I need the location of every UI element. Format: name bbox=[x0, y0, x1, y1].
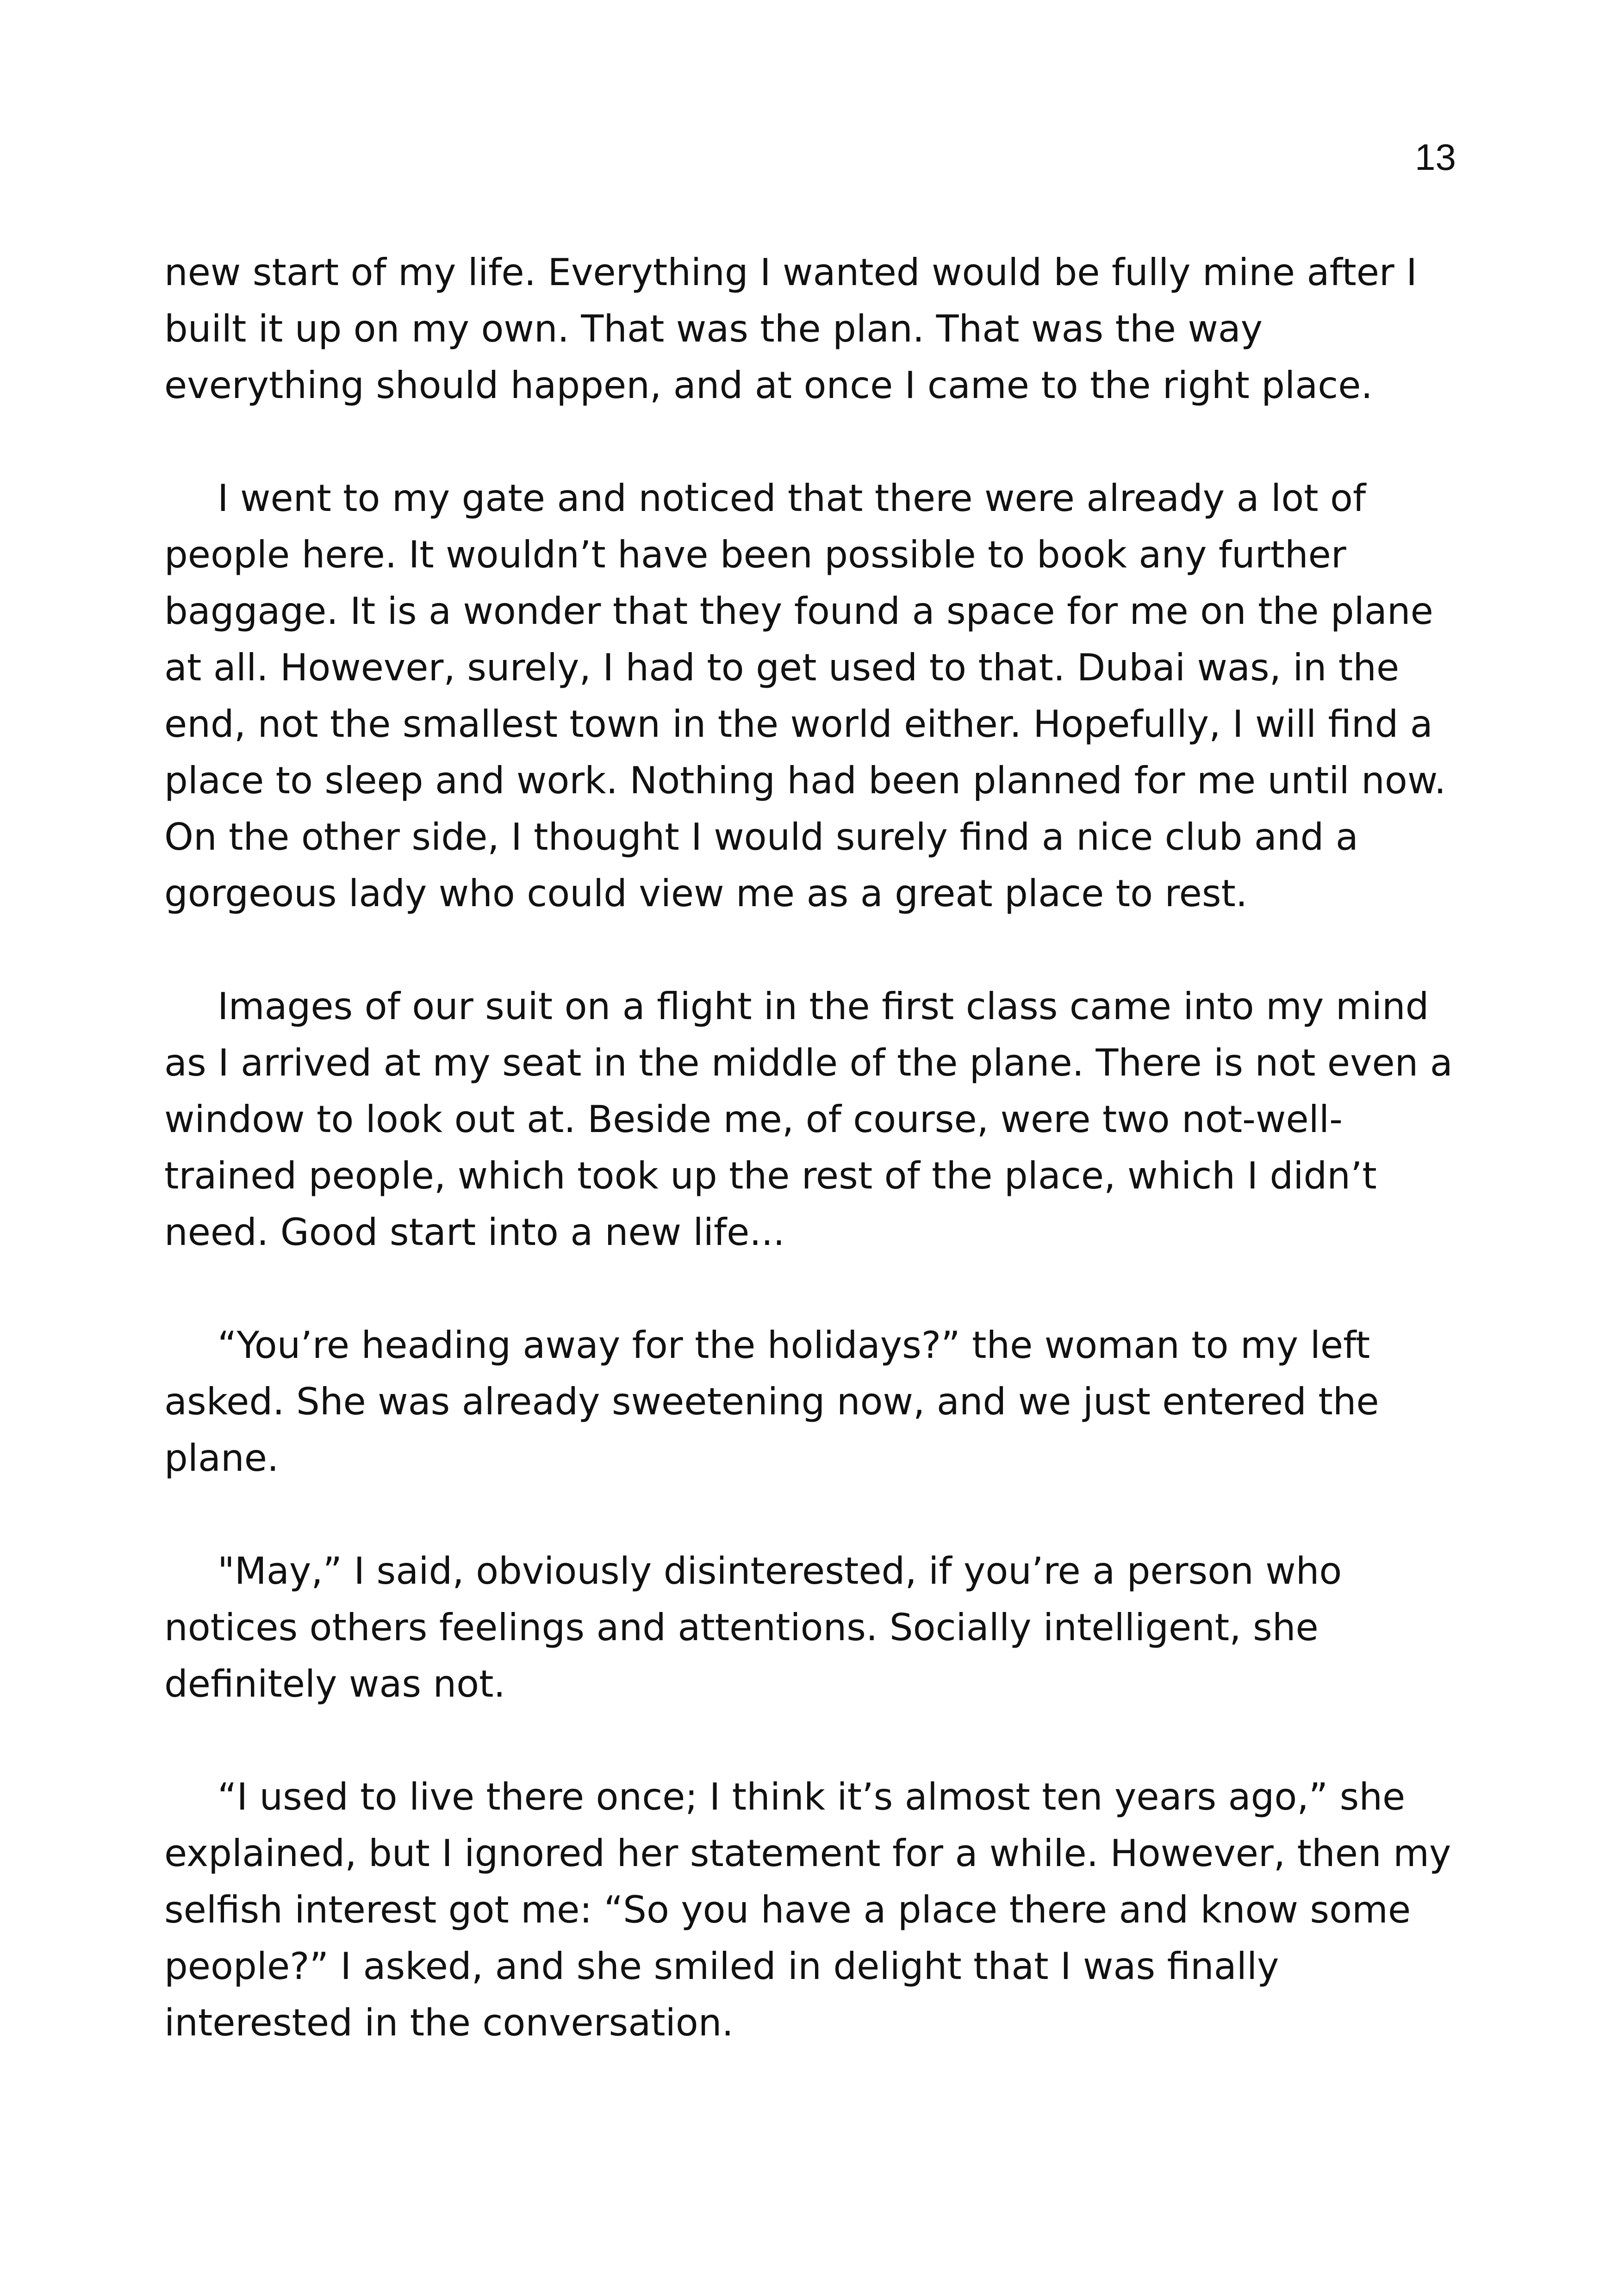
paragraph: new start of my life. Everything I wanted would be fully mine after I built it up on my own. That was the plan. That was the way everything should happen, and at once I came to the right place. bbox=[164, 251, 1417, 407]
paragraph: Images of our suit on a flight in the first class came into my mind as I arrived at my seat in the middle of the plane. There is not even a window to look out at. Beside me, of course, were two not-well-trained people, which took up the rest of the place, which I didn’t need. Good start into a new life... bbox=[164, 985, 1453, 1254]
paragraph: “You’re heading away for the holidays?” the woman to my left asked. She was already sweetening now, and we just entered the plane. bbox=[164, 1324, 1379, 1480]
paragraph: “I used to live there once; I think it’s almost ten years ago,” she explained, but I ignored her statement for a while. However, then my selfish interest got me: “So you have a place there and know some people?” I asked, and she smiled in delight that I was finally interested in the conversation. bbox=[164, 1775, 1451, 2044]
body-text bbox=[164, 244, 1469, 2051]
paragraph: "May,” I said, obviously disinterested, if you’re a person who notices others feelings and attentions. Socially intelligent, she definitely was not. bbox=[164, 1549, 1342, 1705]
paragraph: I went to my gate and noticed that there were already a lot of people here. It wouldn’t have been possible to book any further baggage. It is a wonder that they found a space for me on the plane at all. However, surely, I had to get used to that. Dubai was, in the end, not the smallest town in the world either. Hopefully, I will find a place to sleep and work. Nothing had been planned for me until now. On the other side, I thought I would surely find a nice club and a gorgeous lady who could view me as a great place to rest. bbox=[164, 477, 1446, 915]
page-number: 13 bbox=[1415, 137, 1456, 178]
